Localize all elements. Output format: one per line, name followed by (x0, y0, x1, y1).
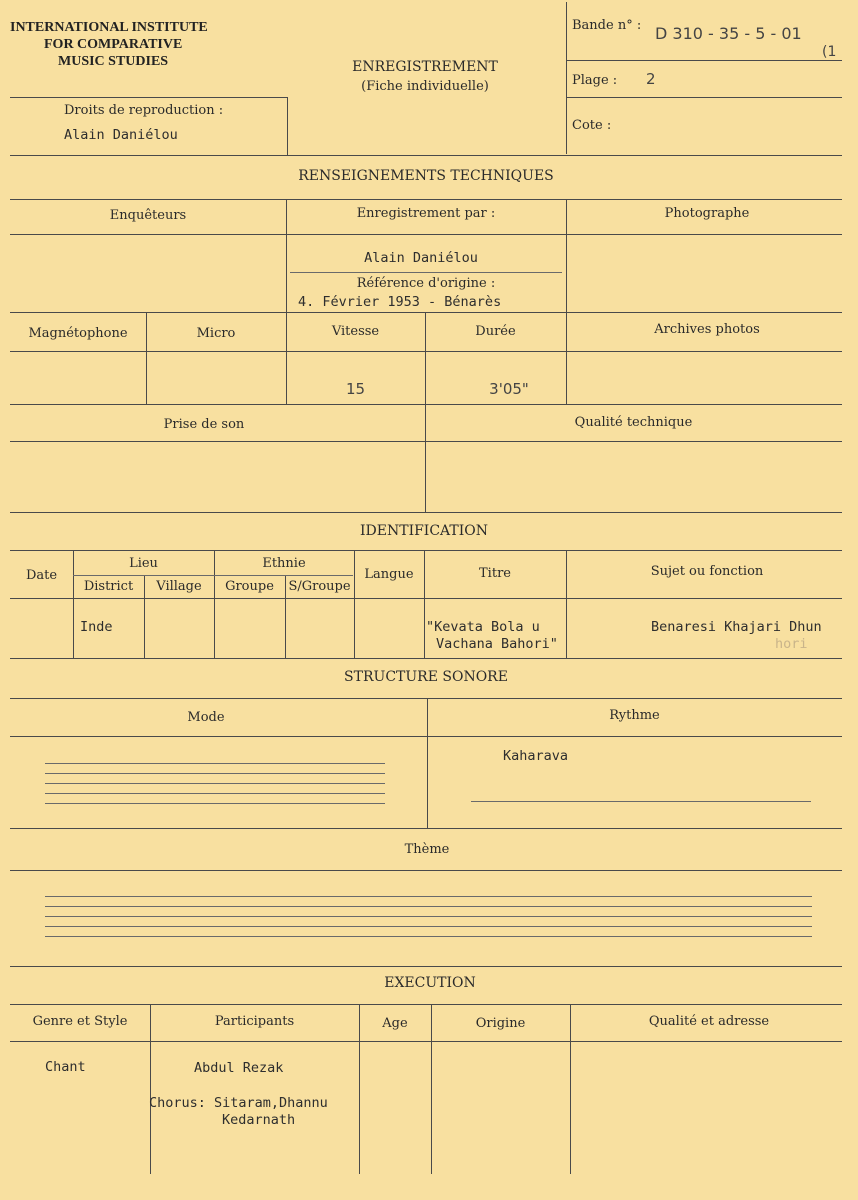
theme-bottom-rule (10, 966, 842, 967)
structure-header-bottom (10, 736, 842, 737)
langue-label: Langue (364, 567, 414, 582)
identification-section-title: IDENTIFICATION (360, 523, 488, 539)
exec-divider-1 (150, 1004, 151, 1174)
theme-line-1 (45, 896, 812, 897)
mode-line-2 (45, 773, 385, 774)
ident-subheader-rule (73, 575, 353, 576)
tech-header-bottom (10, 234, 842, 235)
theme-line-5 (45, 936, 812, 937)
mode-line-1 (45, 763, 385, 764)
titre-label: Titre (479, 566, 511, 581)
equip-header-bottom (10, 351, 842, 352)
sujet-value: Benaresi Khajari Dhun (651, 619, 822, 635)
age-label: Age (382, 1016, 408, 1031)
technical-section-title: RENSEIGNEMENTS TECHNIQUES (298, 168, 554, 184)
bande-underline (566, 60, 842, 61)
enregistrement-underline (290, 272, 562, 273)
lieu-label: Lieu (129, 556, 158, 571)
sgroupe-label: S/Groupe (288, 579, 351, 594)
vitesse-label: Vitesse (331, 324, 380, 339)
bande-label: Bande n° : (572, 18, 642, 33)
institute-line-2: FOR COMPARATIVE (44, 37, 183, 52)
rights-box-right (287, 97, 288, 155)
duree-value: 3'05" (489, 380, 529, 398)
rythme-value: Kaharava (503, 748, 569, 764)
genre-label: Genre et Style (32, 1014, 128, 1029)
origine-label: Origine (475, 1016, 526, 1031)
equip-header-top (10, 312, 842, 313)
cote-label: Cote : (572, 118, 612, 133)
micro-label: Micro (196, 326, 236, 341)
bande-value: D 310 - 35 - 5 - 01 (655, 24, 802, 43)
rights-box-top (10, 97, 288, 98)
genre-value: Chant (45, 1059, 86, 1075)
identification-bottom-rule (10, 658, 842, 659)
theme-label: Thème (404, 842, 450, 857)
participant-1: Abdul Rezak (194, 1060, 284, 1076)
theme-line-4 (45, 926, 812, 927)
participants-label: Participants (214, 1014, 295, 1029)
enqueteurs-label: Enquêteurs (109, 208, 187, 223)
prise-label: Prise de son (163, 417, 245, 432)
theme-line-2 (45, 906, 812, 907)
form-subtitle: (Fiche individuelle) (361, 79, 489, 94)
header-bottom-rule (10, 155, 842, 156)
theme-header-bottom (10, 870, 842, 871)
execution-header-top (10, 1004, 842, 1005)
rythme-underline (471, 801, 811, 802)
ident-header-top (10, 550, 842, 551)
titre-line-1: "Kevata Bola u (426, 619, 540, 635)
prise-header-bottom (10, 441, 842, 442)
reference-label: Référence d'origine : (356, 276, 496, 291)
enregistrement-value: Alain Daniélou (364, 250, 478, 266)
sujet-label: Sujet ou fonction (650, 564, 764, 579)
rights-label: Droits de reproduction : (64, 103, 224, 118)
enregistrement-label: Enregistrement par : (356, 206, 496, 221)
institute-line-3: MUSIC STUDIES (58, 54, 169, 69)
groupe-label: Groupe (225, 579, 274, 594)
technical-bottom-rule (10, 512, 842, 513)
qualite-adresse-label: Qualité et adresse (648, 1014, 770, 1029)
theme-line-3 (45, 916, 812, 917)
execution-section-title: EXECUTION (384, 975, 476, 991)
date-label: Date (25, 568, 58, 583)
magnetophone-label: Magnétophone (28, 326, 128, 341)
vitesse-value: 15 (345, 380, 366, 398)
sujet-faint-text: hori (775, 636, 808, 652)
district-value: Inde (80, 619, 113, 635)
qualite-technique-label: Qualité technique (574, 415, 693, 430)
plage-value: 2 (646, 70, 656, 88)
exec-divider-4 (570, 1004, 571, 1174)
plage-underline (566, 97, 842, 98)
rights-value: Alain Daniélou (64, 127, 178, 143)
header-right-divider (566, 2, 567, 154)
ident-header-bottom (10, 598, 842, 599)
village-label: Village (156, 579, 202, 594)
participant-3: Kedarnath (222, 1112, 296, 1128)
tech-header-top (10, 199, 842, 200)
titre-line-2: Vachana Bahori" (436, 636, 558, 652)
district-label: District (83, 579, 134, 594)
mode-line-4 (45, 793, 385, 794)
institute-line-1: INTERNATIONAL INSTITUTE (10, 20, 208, 35)
duree-label: Durée (475, 324, 516, 339)
ethnie-label: Ethnie (262, 556, 306, 571)
photographe-label: Photographe (664, 206, 750, 221)
mode-line-3 (45, 783, 385, 784)
institute-name (10, 19, 250, 70)
archives-label: Archives photos (654, 322, 760, 337)
prise-header-top (10, 404, 842, 405)
mode-label: Mode (187, 710, 225, 725)
plage-label: Plage : (572, 73, 618, 88)
mode-line-5 (45, 803, 385, 804)
structure-header-top (10, 698, 842, 699)
form-title: ENREGISTREMENT (352, 59, 498, 75)
structure-bottom-rule (10, 828, 842, 829)
structure-section-title: STRUCTURE SONORE (344, 669, 508, 685)
rythme-label: Rythme (609, 708, 660, 723)
bande-note: (1 (822, 44, 837, 60)
participant-2: Chorus: Sitaram,Dhannu (149, 1095, 328, 1111)
reference-value: 4. Février 1953 - Bénarès (298, 294, 502, 310)
execution-header-bottom (10, 1041, 842, 1042)
